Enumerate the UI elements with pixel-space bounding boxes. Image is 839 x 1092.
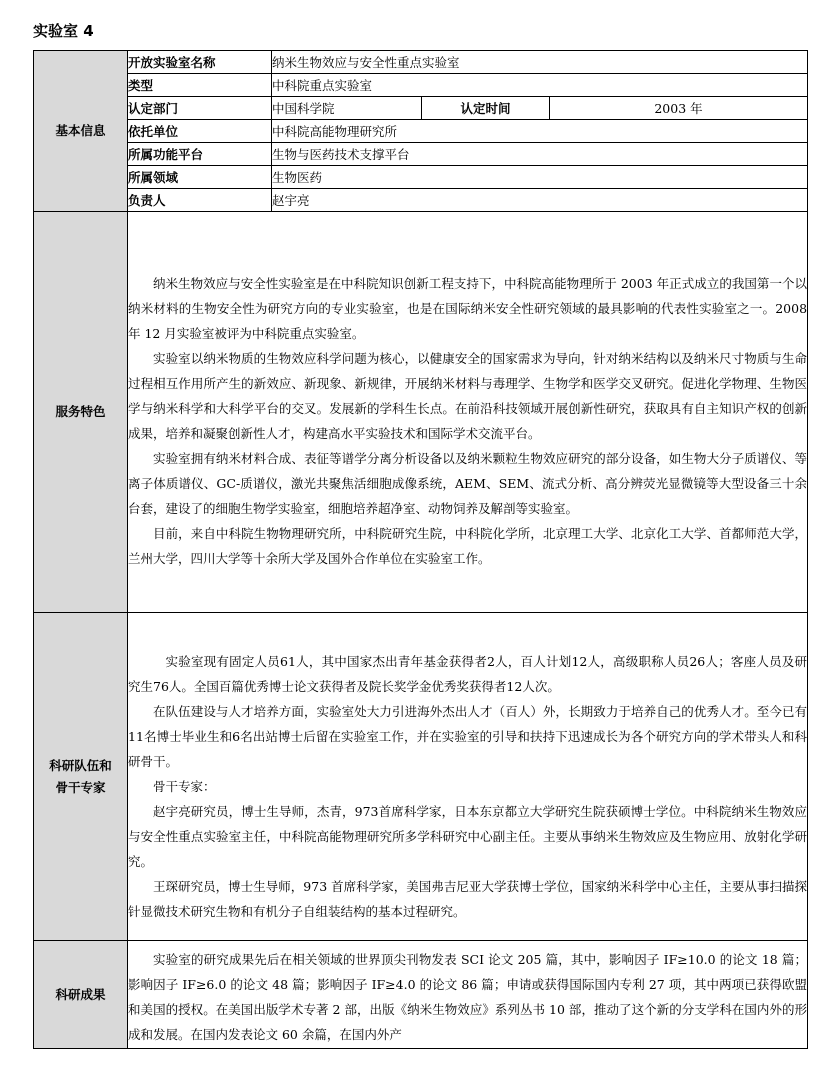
team-paragraph: 实验室现有固定人员61人，其中国家杰出青年基金获得者2人，百人计划12人，高级职称人员26人；客座人员及研究生76人。全国百篇优秀博士论文获得者及院长奖学金优秀奖获得者12人次。 — [128, 654, 808, 694]
value-department: 中国科学院 — [272, 97, 422, 120]
label-type: 类型 — [128, 74, 272, 97]
team-paragraph: 王琛研究员，博士生导师，973 首席科学家，美国弗吉尼亚大学获博士学位，国家纳米科学中心主任，主要从事扫描探针显微技术研究生物和有机分子自组装结构的基本过程研究。 — [128, 879, 808, 919]
service-paragraph: 纳米生物效应与安全性实验室是在中科院知识创新工程支持下，中科院高能物理所于 2003 年正式成立的我国第一个以纳米材料的生物安全性为研究方向的专业实验室，也是在国际纳米安全性研究领域的最具影响的代表性实验室之一。2008 年 12 月实验室被评为中科院重点实验室。 — [128, 276, 808, 341]
value-director: 赵宇亮 — [272, 189, 808, 212]
section-service: 服务特色 — [34, 212, 128, 613]
label-host-unit: 依托单位 — [128, 120, 272, 143]
label-approval-time: 认定时间 — [422, 97, 550, 120]
service-paragraph: 实验室拥有纳米材料合成、表征等谱学分离分析设备以及纳米颗粒生物效应研究的部分设备，如生物大分子质谱仪、等离子体质谱仪、GC-质谱仪，激光共聚焦活细胞成像系统，AEM、SEM、流式分析、高分辨荧光显微镜等大型设备三十余台套，建设了的细胞生物学实验室，细胞培养超净室、动物饲养及解剖等实验室。 — [128, 451, 808, 516]
value-field: 生物医药 — [272, 166, 808, 189]
row-results — [34, 941, 808, 1049]
team-text — [128, 613, 808, 941]
row-host-unit — [34, 120, 808, 143]
label-department: 认定部门 — [128, 97, 272, 120]
row-service — [34, 212, 808, 613]
value-approval-time: 2003 年 — [550, 97, 808, 120]
row-lab-name — [34, 51, 808, 74]
value-host-unit: 中科院高能物理研究所 — [272, 120, 808, 143]
team-paragraph: 在队伍建设与人才培养方面，实验室处大力引进海外杰出人才（百人）外，长期致力于培养自己的优秀人才。至今已有11名博士毕业生和6名出站博士后留在实验室工作，并在实验室的引导和扶持下迅速成长为各个研究方向的学术带头人和科研骨干。 — [128, 704, 808, 769]
lab-info-table — [33, 50, 808, 1049]
row-type — [34, 74, 808, 97]
label-platform: 所属功能平台 — [128, 143, 272, 166]
team-paragraph: 赵宇亮研究员，博士生导师，杰青，973首席科学家，日本东京都立大学研究生院获硕博士学位。中科院纳米生物效应与安全性重点实验室主任，中科院高能物理研究所多学科研究中心副主任。主要从事纳米生物效应及生物应用、放射化学研究。 — [128, 804, 808, 869]
results-text — [128, 941, 808, 1049]
section-basic-info: 基本信息 — [34, 51, 128, 212]
label-field: 所属领域 — [128, 166, 272, 189]
label-lab-name: 开放实验室名称 — [128, 51, 272, 74]
row-field — [34, 166, 808, 189]
service-text — [128, 212, 808, 613]
value-lab-name: 纳米生物效应与安全性重点实验室 — [272, 51, 808, 74]
section-team-line1: 科研队伍和 — [49, 757, 112, 773]
results-paragraph: 实验室的研究成果先后在相关领域的世界顶尖刊物发表 SCI 论文 205 篇，其中，影响因子 IF≥10.0 的论文 18 篇；影响因子 IF≥6.0 的论文 48 篇；影响因子 IF≥4.0 的论文 86 篇；申请或获得国际国内专利 27 项，其中两项已获得欧盟和美国的授权。在美国出版学术专著 2 部，出版《纳米生物效应》系列丛书 10 部，推动了这个新的分支学科在国内外的形成和发展。在国内发表论文 60 余篇，在国内外产 — [128, 951, 808, 1042]
label-director: 负责人 — [128, 189, 272, 212]
value-type: 中科院重点实验室 — [272, 74, 808, 97]
service-paragraph: 实验室以纳米物质的生物效应科学问题为核心，以健康安全的国家需求为导向，针对纳米结构以及纳米尺寸物质与生命过程相互作用所产生的新效应、新现象、新规律，开展纳米材料与毒理学、生物学和医学交叉研究。促进化学物理、生物医学与纳米科学和大科学平台的交叉。发展新的学科生长点。在前沿科技领域开展创新性研究，获取具有自主知识产权的创新成果，培养和凝聚创新性人才，构建高水平实验技术和国际学术交流平台。 — [128, 351, 808, 441]
row-team — [34, 613, 808, 941]
section-team — [34, 613, 128, 941]
team-paragraph: 骨干专家： — [153, 779, 216, 794]
section-team-line2: 骨干专家 — [55, 779, 106, 795]
row-platform — [34, 143, 808, 166]
section-results: 科研成果 — [34, 941, 128, 1049]
value-platform: 生物与医药技术支撑平台 — [272, 143, 808, 166]
row-director — [34, 189, 808, 212]
page-heading: 实验室 4 — [33, 22, 94, 40]
row-department — [34, 97, 808, 120]
service-paragraph: 目前，来自中科院生物物理研究所，中科院研究生院，中科院化学所，北京理工大学、北京化工大学、首都师范大学，兰州大学，四川大学等十余所大学及国外合作单位在实验室工作。 — [128, 526, 808, 566]
